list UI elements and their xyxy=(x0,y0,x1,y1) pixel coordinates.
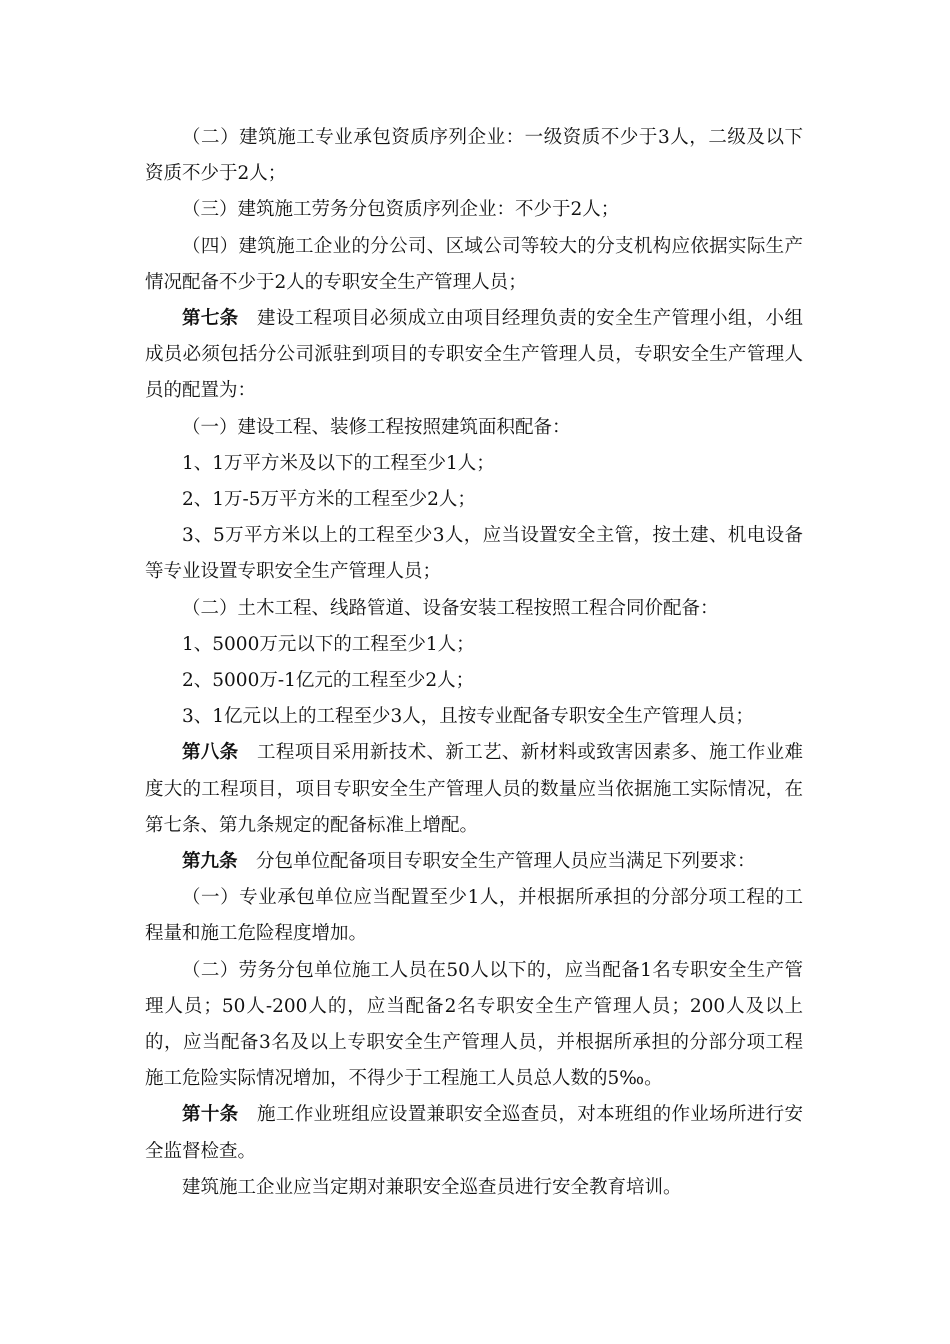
paragraph xyxy=(145,699,803,735)
paragraph-text: 2、5000万-1亿元的工程至少2人； xyxy=(182,670,475,692)
article-heading: 第十条 xyxy=(182,1104,239,1126)
paragraph-text: 2、1万-5万平方米的工程至少2人； xyxy=(182,489,476,511)
paragraph-text: 1、5000万元以下的工程至少1人； xyxy=(182,633,475,655)
paragraph-text: （三）建筑施工劳务分包资质序列企业：不少于2人； xyxy=(182,199,620,221)
document-body xyxy=(145,120,803,1206)
paragraph-text: 3、1亿元以上的工程至少3人，且按专业配备专职安全生产管理人员； xyxy=(182,706,754,728)
paragraph-text: （一）专业承包单位应当配置至少1人，并根据所承担的分部分项工程的工程量和施工危险程度增加。 xyxy=(145,887,803,945)
paragraph xyxy=(145,229,803,301)
paragraph-text: 1、1万平方米及以下的工程至少1人； xyxy=(182,452,495,474)
paragraph xyxy=(145,518,803,590)
paragraph-text: （四）建筑施工企业的分公司、区域公司等较大的分支机构应依据实际生产情况配备不少于2人的专职安全生产管理人员； xyxy=(145,235,803,293)
paragraph-text: （二）建筑施工专业承包资质序列企业：一级资质不少于3人，二级及以下资质不少于2人； xyxy=(145,127,803,185)
paragraph xyxy=(145,482,803,518)
paragraph xyxy=(145,120,803,192)
paragraph xyxy=(145,410,803,446)
paragraph xyxy=(145,880,803,952)
paragraph xyxy=(145,663,803,699)
paragraph xyxy=(145,446,803,482)
article-paragraph xyxy=(145,301,803,410)
paragraph-text: 分包单位配备项目专职安全生产管理人员应当满足下列要求： xyxy=(256,851,756,873)
paragraph-text: 3、5万平方米以上的工程至少3人，应当设置安全主管，按土建、机电设备等专业设置专职安全生产管理人员； xyxy=(145,525,803,583)
paragraph-text: （二）土木工程、线路管道、设备安装工程按照工程合同价配备： xyxy=(182,597,719,619)
article-heading: 第八条 xyxy=(182,742,239,764)
article-heading: 第九条 xyxy=(182,851,238,873)
paragraph xyxy=(145,192,803,228)
paragraph-text: 施工作业班组应设置兼职安全巡查员，对本班组的作业场所进行安全监督检查。 xyxy=(145,1104,803,1162)
paragraph xyxy=(145,591,803,627)
paragraph xyxy=(145,627,803,663)
paragraph-text: 建筑施工企业应当定期对兼职安全巡查员进行安全教育培训。 xyxy=(182,1176,682,1198)
paragraph-text: （二）劳务分包单位施工人员在50人以下的，应当配备1名专职安全生产管理人员；50人-200人的，应当配备2名专职安全生产管理人员；200人及以上的，应当配备3名及以上专职安全生产管理人员，并根据所承担的分部分项工程施工危险实际情况增加，不得少于工程施工人员总人数的5‰。 xyxy=(145,959,803,1090)
article-paragraph xyxy=(145,735,803,844)
article-paragraph xyxy=(145,1097,803,1169)
paragraph-text: 工程项目采用新技术、新工艺、新材料或致害因素多、施工作业难度大的工程项目，项目专职安全生产管理人员的数量应当依据施工实际情况，在第七条、第九条规定的配备标准上增配。 xyxy=(145,742,803,836)
paragraph-text: 建设工程项目必须成立由项目经理负责的安全生产管理小组，小组成员必须包括分公司派驻到项目的专职安全生产管理人员，专职安全生产管理人员的配置为： xyxy=(145,308,803,402)
article-heading: 第七条 xyxy=(182,308,239,330)
paragraph-text: （一）建设工程、装修工程按照建筑面积配备： xyxy=(182,416,571,438)
article-paragraph xyxy=(145,844,803,880)
paragraph xyxy=(145,953,803,1098)
paragraph xyxy=(145,1170,803,1206)
